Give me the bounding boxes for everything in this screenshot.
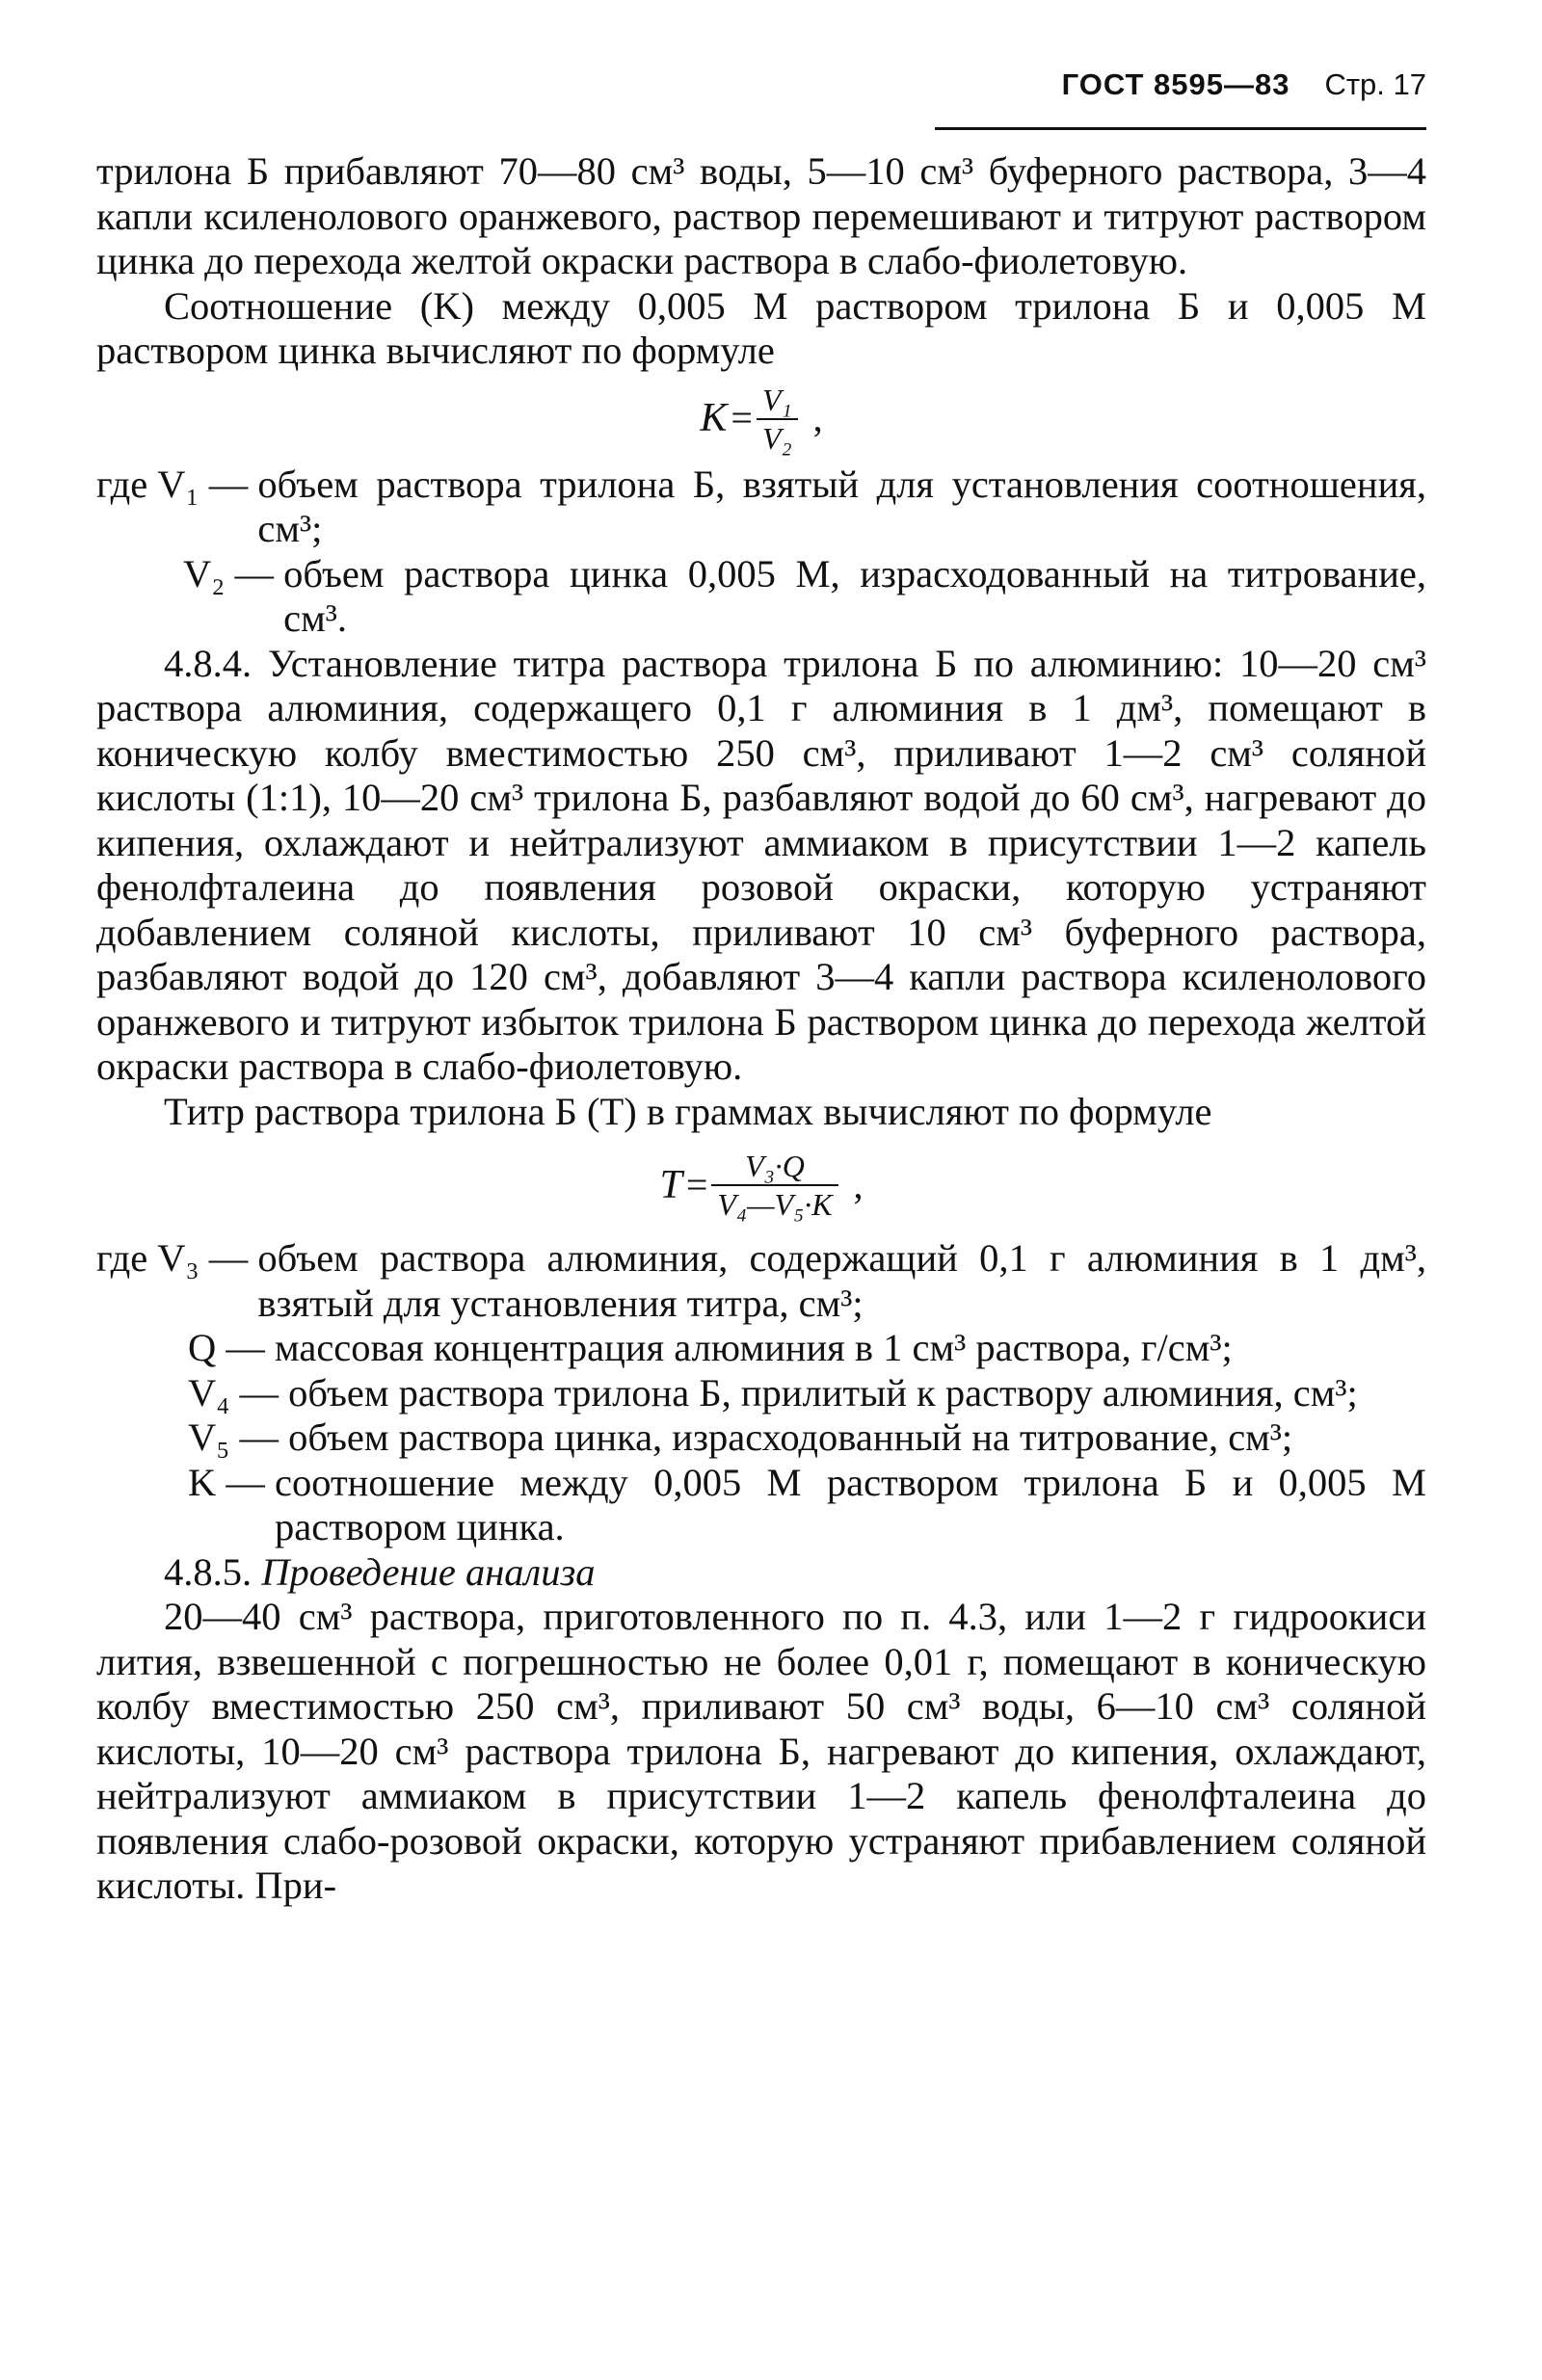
paragraph-2: Соотношение (K) между 0,005 М раствором трилона Б и 0,005 М раствором цинка вычисляют по формуле	[96, 283, 1426, 372]
formula-k-eq: =	[731, 396, 753, 440]
definition-lead: V₂ —	[183, 551, 284, 595]
formula-k-numerator: V₁	[761, 382, 792, 417]
definition-text: соотношение между 0,005 М раствором трилона Б и 0,005 М раствором цинка.	[275, 1460, 1426, 1548]
formula-t-lhs: T	[659, 1162, 682, 1207]
definition-lead: где V₃ —	[96, 1236, 258, 1280]
definition-text: объем раствора алюминия, содержащий 0,1 г алюминия в 1 дм³, взятый для установления титра, см³;	[257, 1236, 1426, 1325]
definition-q	[96, 1326, 1426, 1371]
formula-k	[96, 382, 1426, 457]
paragraph-titer: Титр раствора трилона Б (T) в граммах вычисляют по формуле	[164, 1089, 1212, 1133]
formula-k-lhs: K	[700, 396, 728, 441]
formula-t-denominator: V₄—V₅·K	[711, 1184, 837, 1223]
definition-v1	[96, 463, 1426, 552]
section-heading-4-8-5	[96, 1550, 1426, 1596]
definition-v3	[96, 1236, 1426, 1326]
formula-t-fraction	[711, 1148, 837, 1223]
standard-number: ГОСТ 8595—83	[1061, 67, 1290, 101]
definition-lead: V₅ —	[188, 1415, 289, 1459]
formula-k-denominator: V₂	[757, 418, 798, 457]
definition-k	[96, 1461, 1426, 1550]
definition-v5	[96, 1415, 1426, 1461]
formula-k-tail: ,	[812, 396, 823, 440]
formula-t-eq: =	[685, 1162, 708, 1206]
definition-lead: Q —	[188, 1326, 275, 1369]
definition-text: объем раствора цинка 0,005 М, израсходованный на титрование, см³.	[283, 551, 1426, 640]
definition-v4	[96, 1371, 1426, 1416]
definition-lead: где V₁ —	[96, 462, 258, 506]
paragraph-analysis: 20—40 см³ раствора, приготовленного по п. 4.3, или 1—2 г гидроокиси лития, взвешенной с погрешностью не более 0,01 г, помещают в коническую колбу вместимостью 250 см³, приливают 50 см³ воды, 6—10 см³ соляной кислоты, 10—20 см³ раствора трилона Б, нагревают до кипения, охлаждают, нейтрализуют аммиаком в присутствии 1—2 капель фенолфталеина до появления слабо-розовой окраски, которую устраняют прибавлением соляной кислоты. При-	[96, 1595, 1426, 1907]
definition-text: объем раствора трилона Б, прилитый к раствору алюминия, см³;	[288, 1370, 1358, 1415]
document-body	[96, 149, 1426, 1909]
definition-text: объем раствора трилона Б, взятый для установления соотношения, см³;	[257, 462, 1426, 550]
paragraph-4-8-4: 4.8.4. Установление титра раствора трилона Б по алюминию: 10—20 см³ раствора алюминия, содержащего 0,1 г алюминия в 1 дм³, помещают в коническую колбу вместимостью 250 см³, приливают 1—2 см³ соляной кислоты (1:1), 10—20 см³ трилона Б, разбавляют водой до 60 см³, нагревают до кипения, охлаждают и нейтрализуют аммиаком в присутствии 1—2 капель фенолфталеина до появления розовой окраски, которую устраняют добавлением соляной кислоты, приливают 10 см³ буферного раствора, разбавляют водой до 120 см³, добавляют 3—4 капли раствора ксиленолового оранжевого и титруют избыток трилона Б раствором цинка до перехода желтой окраски раствора в слабо-фиолетовую.	[96, 641, 1426, 1088]
definition-text: объем раствора цинка, израсходованный на титрование, см³;	[288, 1415, 1293, 1459]
definition-text: массовая концентрация алюминия в 1 см³ раствора, г/см³;	[275, 1326, 1233, 1369]
definition-lead: K —	[188, 1460, 275, 1504]
formula-k-fraction	[757, 382, 798, 457]
page-header	[935, 67, 1426, 130]
formula-t-numerator: V₃·Q	[745, 1149, 805, 1183]
formula-t-tail: ,	[853, 1162, 864, 1206]
formula-t	[96, 1148, 1426, 1223]
document-page	[96, 67, 1426, 1909]
page-number: Стр. 17	[1324, 67, 1426, 101]
paragraph-1: трилона Б прибавляют 70—80 см³ воды, 5—10 см³ буферного раствора, 3—4 капли ксиленолового оранжевого, раствор перемешивают и титруют раствором цинка до перехода желтой окраски раствора в слабо-фиолетовую.	[96, 149, 1426, 282]
definition-lead: V₄ —	[188, 1370, 289, 1415]
section-number: 4.8.5.	[164, 1549, 253, 1594]
section-title: Проведение анализа	[261, 1549, 596, 1594]
definition-v2	[96, 552, 1426, 642]
